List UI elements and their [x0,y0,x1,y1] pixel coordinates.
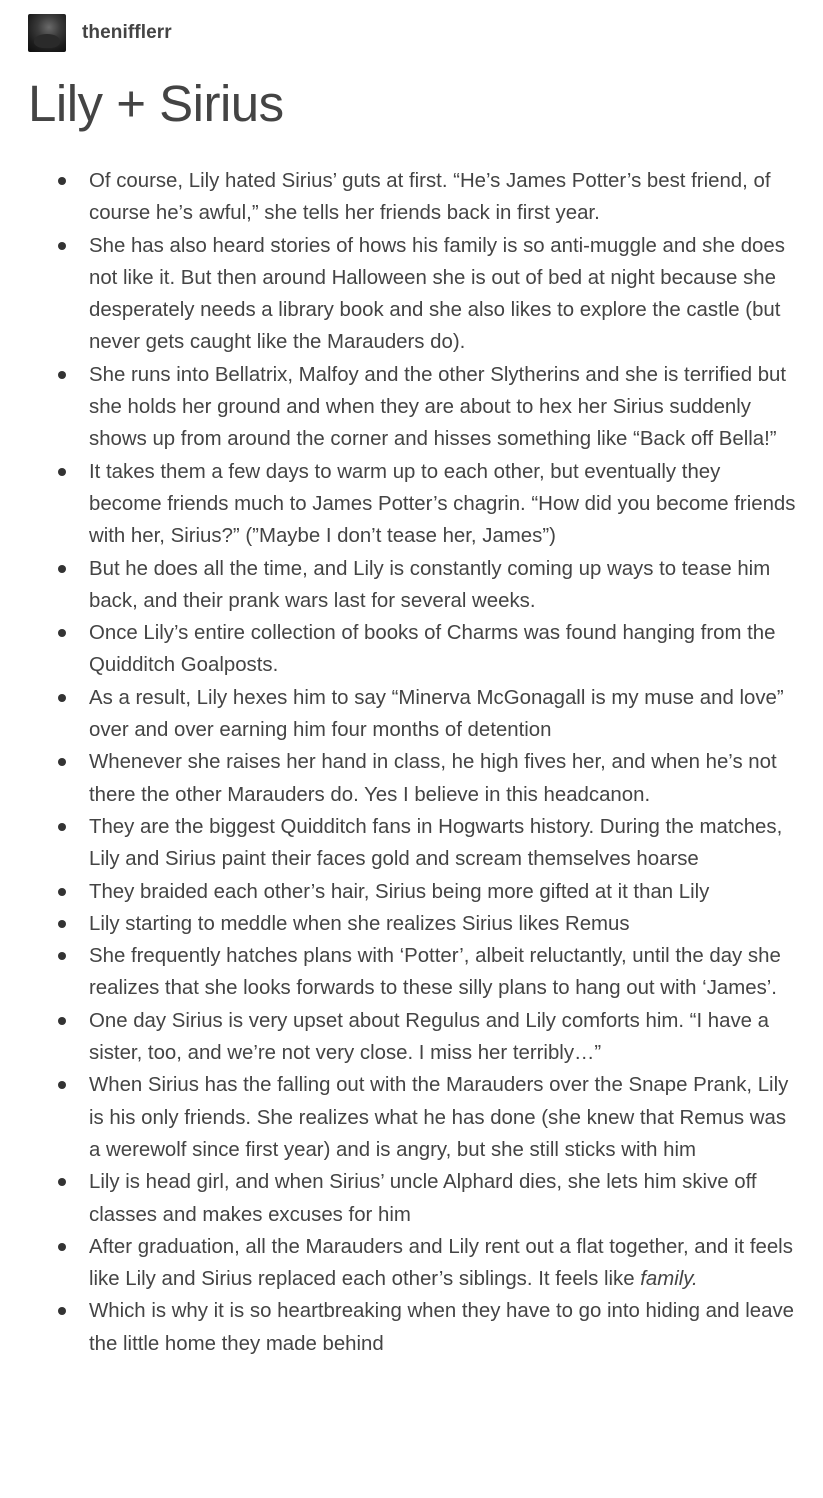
list-item-text: She has also heard stories of hows his family is so anti-muggle and she does not like it. But then around Halloween she is out of bed at night because she desperately needs a library book and she also likes to explore the castle (but never gets caught like the Marauders do). [89,234,785,354]
bullet-icon [58,177,66,185]
list-item-text: As a result, Lily hexes him to say “Minerva McGonagall is my muse and love” over and over earning him four months of detention [89,686,784,742]
list-item-text: Lily starting to meddle when she realizes Sirius likes Remus [89,912,630,935]
list-item-text: Whenever she raises her hand in class, he high fives her, and when he’s not there the other Marauders do. Yes I believe in this headcanon. [89,751,777,806]
bullet-icon [58,952,66,960]
bullet-icon [58,371,66,379]
list-item-text: Once Lily’s entire collection of books of Charms was found hanging from the Quidditch Goalposts. [89,622,776,677]
post-header [28,13,172,53]
list-item-text: When Sirius has the falling out with the Marauders over the Snape Prank, Lily is his only friends. She realizes what he has done (she knew that Remus was a werewolf since first year) and is angry, but she still sticks with him [89,1074,789,1161]
bullet-icon [58,1017,66,1025]
bullet-icon [58,468,66,476]
list-item [0,617,823,682]
list-item [0,456,823,553]
list-item [0,1295,823,1360]
list-item [0,553,823,618]
post-title: Lily + Sirius [28,75,284,132]
list-item-text: Which is why it is so heartbreaking when they have to go into hiding and leave the little home they made behind [89,1300,795,1355]
list-item [0,1166,823,1231]
list-item [0,682,823,747]
author-username[interactable]: thenifflerr [82,22,172,43]
list-item [0,165,823,230]
bullet-icon [58,1081,66,1089]
list-item [0,908,823,940]
bullet-icon [58,888,66,896]
bullet-icon [58,694,66,702]
bullet-icon [58,758,66,766]
list-item [0,876,823,908]
bullet-icon [58,242,66,250]
list-item-text: But he does all the time, and Lily is constantly coming up ways to tease him back, and their prank wars last for several weeks. [89,557,771,612]
list-item-emphasis: family. [640,1268,698,1291]
list-item [0,811,823,876]
bullet-icon [58,1307,66,1315]
list-item-text: She runs into Bellatrix, Malfoy and the other Slytherins and she is terrified but she holds her ground and when they are about to hex her Sirius suddenly shows up from around the corner and hisses something like “Back off Bella!” [89,363,787,451]
avatar[interactable] [28,14,66,52]
list-item-text: Lily is head girl, and when Sirius’ uncle Alphard dies, she lets him skive off classes and makes excuses for him [89,1171,757,1226]
list-item [0,1069,823,1166]
list-item [0,746,823,811]
list-item [0,230,823,359]
bullet-list [0,165,823,1360]
bullet-icon [58,920,66,928]
bullet-icon [58,1178,66,1186]
list-item [0,1005,823,1070]
list-item [0,940,823,1005]
bullet-icon [58,629,66,637]
list-item-text: It takes them a few days to warm up to each other, but eventually they become friends much to James Potter’s chagrin. “How did you become friends with her, Sirius?” (”Maybe I don’t tease her, James”) [89,460,796,548]
bullet-icon [58,565,66,573]
bullet-icon [58,1243,66,1251]
list-item [0,359,823,456]
list-item-text: They braided each other’s hair, Sirius being more gifted at it than Lily [89,880,710,903]
list-item-text: She frequently hatches plans with ‘Potter’, albeit reluctantly, until the day she realizes that she looks forwards to these silly plans to hang out with ‘James’. [89,945,781,1000]
list-item-text: They are the biggest Quidditch fans in Hogwarts history. During the matches, Lily and Sirius paint their faces gold and scream themselves hoarse [89,815,783,871]
list-item-text: Of course, Lily hated Sirius’ guts at first. “He’s James Potter’s best friend, of course he’s awful,” she tells her friends back in first year. [89,170,771,225]
bullet-icon [58,823,66,831]
list-item-text: One day Sirius is very upset about Regulus and Lily comforts him. “I have a sister, too, and we’re not very close. I miss her terribly…” [89,1009,770,1065]
list-item [0,1231,823,1296]
list-item-text: After graduation, all the Marauders and Lily rent out a flat together, and it feels like Lily and Sirius replaced each other’s siblings. It feels like [89,1235,793,1291]
